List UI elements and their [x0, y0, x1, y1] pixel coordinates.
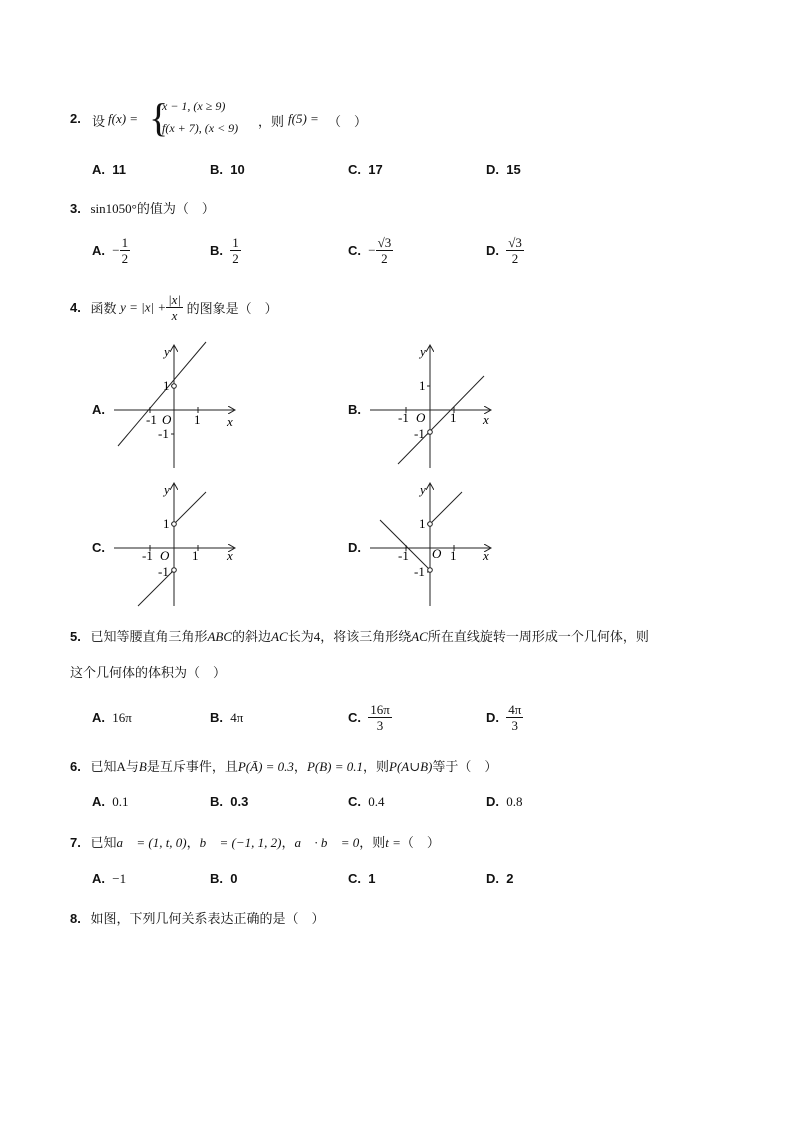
origin-label: O [432, 546, 442, 561]
open-point [172, 568, 177, 573]
tick-label: 1 [192, 548, 199, 563]
graph-line [398, 376, 484, 464]
question-text: 等于（ ） [432, 759, 498, 774]
origin-label: O [162, 412, 172, 427]
question-3-options [0, 235, 794, 275]
question-text: 所在直线旋转一周形成一个几何体，则 [427, 629, 649, 644]
axis-label-x: x [227, 414, 233, 429]
question-text: ，将该三角形绕 [320, 629, 412, 644]
question-6-options [0, 794, 794, 812]
tick-label: 1 [419, 378, 426, 393]
fraction: $\frac{|x|}{x}$ [168, 292, 182, 323]
graph-a[interactable] [110, 340, 240, 472]
option-d[interactable]: D. $\frac{√3}{2}$ [486, 235, 522, 266]
question-3 [70, 198, 215, 216]
question-text: ， [293, 759, 307, 774]
number: 4 [313, 629, 321, 644]
question-text: 的图象是（ ） [186, 301, 278, 316]
option-a-label[interactable]: A. [92, 402, 105, 417]
question-8 [70, 908, 324, 926]
question-number: 6. [70, 759, 81, 774]
graph-b[interactable] [366, 340, 496, 472]
question-5-options [0, 702, 794, 742]
question-4 [70, 292, 278, 332]
question-text: ， [186, 835, 200, 850]
option-b[interactable]: B. 10 [210, 162, 245, 177]
vector-expression: a⃗ · b⃗ = 0 [294, 835, 360, 850]
question-2 [70, 96, 470, 144]
vector-expression: b⃗ = (−1, 1, 2) [199, 835, 282, 850]
question-text: 已知 [90, 835, 117, 850]
question-number: 3. [70, 201, 81, 216]
question-number: 2. [70, 111, 81, 126]
question-text: ，则 [363, 759, 390, 774]
graph-line [174, 492, 206, 524]
variable-expression: t = [385, 835, 401, 850]
triangle-label: ABC [207, 629, 233, 644]
axis-label-x: x [483, 412, 489, 427]
question-text: ，则 [359, 835, 386, 850]
tick-label: 1 [450, 548, 457, 563]
question-text: 函数 [90, 301, 117, 316]
brace-icon: { [149, 95, 169, 140]
question-7 [70, 832, 440, 850]
option-a[interactable]: A. − $\frac{1}{2}$ [92, 235, 129, 266]
question-text: 长为 [287, 629, 314, 644]
option-d[interactable]: D. $\frac{4\pi}{3}$ [486, 702, 522, 733]
option-c[interactable]: C. 0.4 [348, 794, 385, 809]
math-expression: sin1050° [90, 201, 137, 216]
axis-label-y: y [420, 344, 426, 359]
option-a[interactable]: A. 0.1 [92, 794, 129, 809]
question-number: 5. [70, 629, 81, 644]
vector-expression: a⃗ = (1, t, 0) [116, 835, 187, 850]
option-d-label[interactable]: D. [348, 540, 361, 555]
probability-expression: P(Ā) = 0.3 [237, 759, 294, 774]
option-b[interactable]: B. 4π [210, 710, 244, 725]
tick-label: -1 [146, 412, 157, 427]
open-point [428, 430, 433, 435]
option-c[interactable]: C. 1 [348, 871, 376, 886]
question-text: 已知 [90, 759, 117, 774]
question-5-line-2: 这个几何体的体积为（ ） [70, 665, 227, 680]
axis-label-y: y [164, 482, 170, 497]
axis-label-y: y [164, 344, 170, 359]
segment-label: AC [411, 629, 428, 644]
option-a[interactable]: A. 11 [92, 162, 126, 177]
question-7-options [0, 871, 794, 889]
tick-label: -1 [414, 564, 425, 579]
graph-c[interactable] [110, 478, 240, 610]
question-text: ， [281, 835, 295, 850]
question-number: 8. [70, 911, 81, 926]
question-number: 7. [70, 835, 81, 850]
option-c[interactable]: C. $\frac{16\pi}{3}$ [348, 702, 390, 733]
tick-label: -1 [142, 548, 153, 563]
piecewise-case-2: f(x + 7), (x < 9) [162, 121, 239, 135]
open-point [172, 522, 177, 527]
axis-label-y: y [420, 482, 426, 497]
tick-label: -1 [398, 410, 409, 425]
tick-label: 1 [194, 412, 201, 427]
question-2-options [0, 162, 794, 180]
function-expression: f(x) = [108, 111, 139, 126]
question-text: 如图，下列几何关系表达正确的是（ ） [90, 911, 325, 926]
tick-label: 1 [163, 516, 170, 531]
event-label: A [116, 759, 126, 774]
option-d[interactable]: D. 15 [486, 162, 521, 177]
option-a[interactable]: A. −1 [92, 871, 127, 886]
option-c[interactable]: C. 17 [348, 162, 383, 177]
segment-label: AC [271, 629, 288, 644]
option-b[interactable]: B. 0 [210, 871, 238, 886]
question-text: 是互斥事件，且 [146, 759, 238, 774]
open-point [428, 522, 433, 527]
option-b-label[interactable]: B. [348, 402, 361, 417]
tick-label: 1 [163, 378, 170, 393]
event-label: B [138, 759, 147, 774]
answer-blank: （ ） [328, 114, 368, 129]
graph-d[interactable] [366, 478, 496, 610]
open-point [172, 384, 177, 389]
question-text: 的斜边 [232, 629, 272, 644]
answer-blank: （ ） [400, 835, 440, 850]
question-6 [70, 756, 497, 774]
tick-label: -1 [414, 426, 425, 441]
open-point [428, 568, 433, 573]
axis-label-x: x [227, 548, 233, 563]
option-c[interactable]: C. − $\frac{√3}{2}$ [348, 235, 392, 266]
function-expression: y = |x| + [120, 299, 167, 315]
question-text: 的值为（ ） [136, 201, 215, 216]
probability-expression: P(B) = 0.1 [306, 759, 363, 774]
question-text: 与 [125, 759, 139, 774]
option-c-label[interactable]: C. [92, 540, 105, 555]
question-text: 已知等腰直角三角形 [90, 629, 208, 644]
tick-label: 1 [419, 516, 426, 531]
origin-label: O [416, 410, 426, 425]
question-5 [70, 626, 649, 644]
graph-line [430, 492, 462, 524]
tick-label: -1 [398, 548, 409, 563]
option-d[interactable]: D. 2 [486, 871, 514, 886]
option-b[interactable]: B. $\frac{1}{2}$ [210, 235, 239, 266]
tick-label: 1 [450, 410, 457, 425]
question-text: 设 [92, 114, 106, 129]
question-number: 4. [70, 300, 81, 315]
axis-label-x: x [483, 548, 489, 563]
option-d[interactable]: D. 0.8 [486, 794, 523, 809]
function-value: f(5) = [288, 111, 319, 126]
question-text: ，则 [258, 114, 285, 129]
probability-expression: P(A∪B) [389, 759, 433, 774]
option-b[interactable]: B. 0.3 [210, 794, 249, 809]
tick-label: -1 [158, 426, 169, 441]
piecewise-case-1: x − 1, (x ≥ 9) [162, 99, 226, 113]
option-a[interactable]: A. 16π [92, 710, 132, 725]
origin-label: O [160, 548, 170, 563]
tick-label: -1 [158, 564, 169, 579]
